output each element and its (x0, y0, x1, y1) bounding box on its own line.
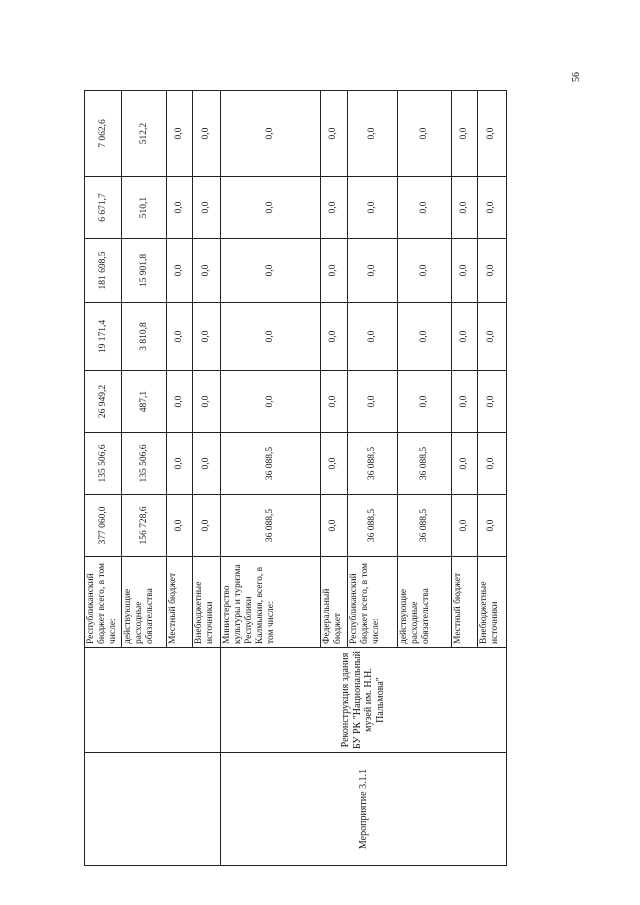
value-cell: 0,0 (192, 433, 220, 495)
blank-cell (85, 753, 221, 866)
value-cell: 181 698,5 (85, 239, 122, 303)
value-cell: 0,0 (166, 239, 192, 303)
value-cell: 0,0 (477, 91, 506, 177)
value-cell: 6 671,7 (85, 177, 122, 239)
value-cell: 0,0 (347, 91, 397, 177)
table-row (220, 91, 320, 866)
value-cell: 36 088,5 (347, 433, 397, 495)
value-cell: 0,0 (451, 239, 477, 303)
value-cell: 0,0 (220, 303, 320, 371)
value-cell: 36 088,5 (220, 495, 320, 557)
value-cell: 0,0 (347, 303, 397, 371)
value-cell: 26 949,2 (85, 371, 122, 433)
value-cell: 156 728,6 (122, 495, 167, 557)
page-number: 56 (571, 72, 582, 82)
row-label: Федеральный бюджет (320, 557, 347, 648)
value-cell: 0,0 (220, 371, 320, 433)
value-cell: 0,0 (397, 91, 451, 177)
value-cell: 0,0 (397, 177, 451, 239)
value-cell: 0,0 (192, 303, 220, 371)
value-cell: 0,0 (220, 239, 320, 303)
value-cell: 0,0 (320, 433, 347, 495)
value-cell: 0,0 (320, 371, 347, 433)
value-cell: 0,0 (397, 303, 451, 371)
value-cell: 0,0 (192, 495, 220, 557)
value-cell: 0,0 (320, 91, 347, 177)
value-cell: 0,0 (220, 177, 320, 239)
value-cell: 7 062,6 (85, 91, 122, 177)
value-cell: 0,0 (477, 433, 506, 495)
value-cell: 0,0 (320, 495, 347, 557)
row-label: Внебюджетные источники (192, 557, 220, 648)
value-cell: 0,0 (166, 177, 192, 239)
budget-table (84, 90, 507, 866)
rotated-table-container (84, 91, 507, 866)
value-cell: 512,2 (122, 91, 167, 177)
value-cell: 510,1 (122, 177, 167, 239)
row-label: Внебюджетные источники (477, 557, 506, 648)
value-cell: 36 088,5 (220, 433, 320, 495)
value-cell: 0,0 (192, 371, 220, 433)
value-cell: 19 171,4 (85, 303, 122, 371)
value-cell: 36 088,5 (347, 495, 397, 557)
blank-cell (85, 648, 221, 753)
value-cell: 0,0 (477, 371, 506, 433)
value-cell: 0,0 (192, 91, 220, 177)
row-label: Министерство культуры и туризма Республики Калмыкия, всего, в том числе: (220, 557, 320, 648)
value-cell: 0,0 (477, 239, 506, 303)
value-cell: 0,0 (347, 239, 397, 303)
value-cell: 0,0 (451, 433, 477, 495)
event-code: Мероприятие 3.1.1 (220, 753, 506, 866)
value-cell: 36 088,5 (397, 495, 451, 557)
row-label: действующие расходные обязательства (122, 557, 167, 648)
row-label: действующие расходные обязательства (397, 557, 451, 648)
value-cell: 36 088,5 (397, 433, 451, 495)
row-label: Республиканский бюджет всего, в том числе: (347, 557, 397, 648)
value-cell: 0,0 (166, 303, 192, 371)
value-cell: 0,0 (192, 177, 220, 239)
row-label: Республиканский бюджет всего, в том числе: (85, 557, 122, 648)
value-cell: 0,0 (451, 495, 477, 557)
value-cell: 0,0 (166, 495, 192, 557)
value-cell: 0,0 (451, 177, 477, 239)
row-label: Местный бюджет (166, 557, 192, 648)
value-cell: 0,0 (451, 91, 477, 177)
value-cell: 0,0 (320, 239, 347, 303)
value-cell: 0,0 (166, 433, 192, 495)
event-name: Реконструкция здания БУ РК "Национальный музей им. Н.Н. Пальмова" (220, 648, 506, 753)
value-cell: 0,0 (320, 177, 347, 239)
value-cell: 0,0 (477, 303, 506, 371)
value-cell: 0,0 (347, 177, 397, 239)
value-cell: 0,0 (166, 371, 192, 433)
value-cell: 0,0 (451, 303, 477, 371)
table-row (85, 91, 122, 866)
value-cell: 3 810,8 (122, 303, 167, 371)
value-cell: 0,0 (192, 239, 220, 303)
value-cell: 0,0 (320, 303, 347, 371)
value-cell: 135 506,6 (122, 433, 167, 495)
value-cell: 0,0 (451, 371, 477, 433)
value-cell: 0,0 (477, 177, 506, 239)
value-cell: 0,0 (397, 371, 451, 433)
value-cell: 0,0 (347, 371, 397, 433)
value-cell: 0,0 (220, 91, 320, 177)
row-label: Местный бюджет (451, 557, 477, 648)
value-cell: 487,1 (122, 371, 167, 433)
value-cell: 0,0 (477, 495, 506, 557)
value-cell: 135 506,6 (85, 433, 122, 495)
value-cell: 0,0 (166, 91, 192, 177)
value-cell: 0,0 (397, 239, 451, 303)
value-cell: 15 901,8 (122, 239, 167, 303)
value-cell: 377 060,0 (85, 495, 122, 557)
